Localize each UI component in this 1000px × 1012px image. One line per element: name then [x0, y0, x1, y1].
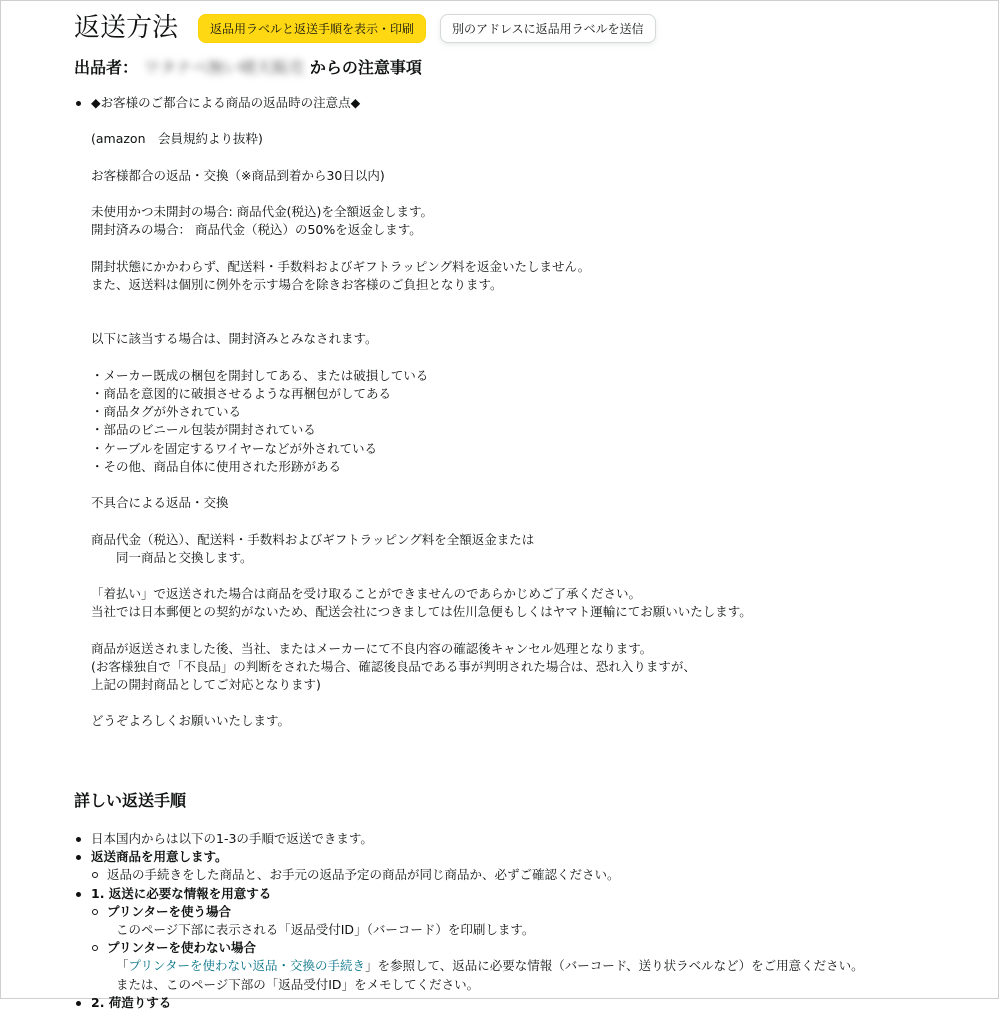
intro-item [74, 830, 974, 848]
notes-line [91, 149, 974, 167]
step1-heading: 1. 返送に必要な情報を用意する [91, 885, 272, 901]
bullet-dot [76, 1001, 81, 1006]
notes-line: お客様都合の返品・交換（※商品到着から30日以内) [91, 167, 385, 183]
prepare-heading: 返送商品を用意します。 [91, 849, 228, 865]
bullet-dot [76, 101, 81, 106]
seller-prefix: 出品者： [74, 57, 139, 77]
notes-line: また、返送料は個別に例外を示す場合を除きお客様のご負担となります。 [91, 276, 503, 292]
notes-line [91, 185, 974, 203]
notes-line [91, 476, 974, 494]
no-printer-heading: プリンターを使わない場合 [107, 940, 257, 956]
step1-item [74, 885, 974, 903]
notes-line: (amazon 会員規約より抜粋) [91, 131, 263, 147]
send-label-other-address-button[interactable]: 別のアドレスに返品用ラベルを送信 [440, 14, 656, 43]
notes-line: 「着払い」で返送された場合は商品を受け取ることができませんのであらかじめご了承ください。 [91, 586, 642, 602]
notes-line: 商品が返送されました後、当社、またはメーカーにて不良内容の確認後キャンセル処理となります。 [91, 640, 653, 656]
notes-line [91, 567, 974, 585]
page-title: 返送方法 [74, 13, 179, 43]
printer-text: このページ下部に表示される「返品受付ID」（バーコード）を印刷します。 [116, 921, 535, 937]
bullet-dot [76, 892, 81, 897]
notes-line: 商品代金（税込）、配送料・手数料およびギフトラッピング料を全額返金または [91, 531, 535, 547]
notes-line: (お客様独自で「不良品」の判断をされた場合、確認後良品である事が判明された場合は、恐れ入りますが、 [91, 658, 696, 674]
circle-bullet [92, 909, 98, 915]
notes-line [91, 694, 974, 712]
step2-heading: 2. 荷造りする [91, 994, 172, 1010]
bullet-dot [76, 855, 81, 860]
notes-line: ・商品タグが外されている [91, 404, 242, 420]
circle-bullet [92, 945, 98, 951]
notes-line: どうぞよろしくお願いいたします。 [91, 713, 291, 729]
step2-item [74, 994, 974, 1012]
intro-text: 日本国内からは以下の1-3の手順で返送できます。 [91, 831, 373, 846]
no-printer-subitem [74, 939, 974, 957]
detailed-return-steps-title: 詳しい返送手順 [74, 791, 187, 810]
notes-line: 当社では日本郵便との契約がないため、配送会社につきましては佐川急便もしくはヤマト運輸にてお願いいたします。 [91, 604, 752, 620]
notes-line [91, 312, 974, 330]
header [74, 10, 670, 46]
quote-open: 「 [116, 958, 129, 974]
notes-line: ・ケーブルを固定するワイヤーなどが外されている [91, 440, 378, 456]
notes-line: ◆お客様のご都合による商品の返品時の注意点◆ [91, 95, 361, 110]
detailed-return-steps [74, 830, 974, 1012]
no-printer-text-2: または、このページ下部の「返品受付ID」をメモしてください。 [116, 976, 480, 992]
notes-line [91, 240, 974, 258]
notes-line: ・その他、商品自体に使用された形跡がある [91, 458, 342, 474]
printer-heading: プリンターを使う場合 [107, 903, 232, 919]
notes-line [91, 349, 974, 367]
seller-suffix: からの注意事項 [309, 57, 422, 77]
printer-subitem [74, 903, 974, 921]
notes-line: 開封済みの場合： 商品代金（税込）の50%を返金します。 [91, 222, 422, 238]
seller-notes-body [91, 94, 974, 731]
prepare-subitem [74, 866, 974, 884]
seller-name-blurred: ワタナベ無い晴天販売 [144, 57, 304, 77]
notes-line: 上記の開封商品としてご対応となります) [91, 677, 321, 692]
bullet-dot [76, 837, 81, 842]
seller-notice-heading [74, 54, 422, 78]
notes-line: 開封状態にかかわらず、配送料・手数料およびギフトラッピング料を返金いたしません。 [91, 258, 591, 274]
notes-line: 不具合による返品・交換 [91, 495, 229, 511]
seller-notes [74, 94, 974, 731]
notes-line [91, 294, 974, 312]
print-return-label-button[interactable]: 返品用ラベルと返送手順を表示・印刷 [198, 14, 426, 43]
notes-line: 未使用かつ未開封の場合: 商品代金(税込)を全額返金します。 [91, 204, 433, 220]
notes-line [91, 621, 974, 639]
prepare-text: 返品の手続きをした商品と、お手元の返品予定の商品が同じ商品か、必ずご確認ください。 [107, 867, 620, 883]
notes-line [91, 112, 974, 130]
circle-bullet [92, 872, 98, 878]
notes-line: ・メーカー既成の梱包を開封してある、または破損している [91, 367, 429, 383]
no-printer-return-link[interactable]: プリンターを使わない返品・交換の手続き [128, 958, 366, 974]
notes-line: 同一商品と交換します。 [91, 549, 253, 565]
no-printer-text [74, 957, 974, 975]
notes-line [91, 512, 974, 530]
notes-line: ・商品を意図的に破損させるような再梱包がしてある [91, 386, 392, 401]
notes-line: 以下に該当する場合は、開封済みとみなされます。 [91, 331, 378, 347]
no-printer-rest: 」を参照して、返品に必要な情報（バーコード、送り状ラベルなど）をご用意ください。 [365, 958, 864, 974]
notes-line: ・部品のビニール包装が開封されている [91, 422, 316, 438]
prepare-item [74, 848, 974, 866]
seller-notes-item [74, 94, 974, 731]
